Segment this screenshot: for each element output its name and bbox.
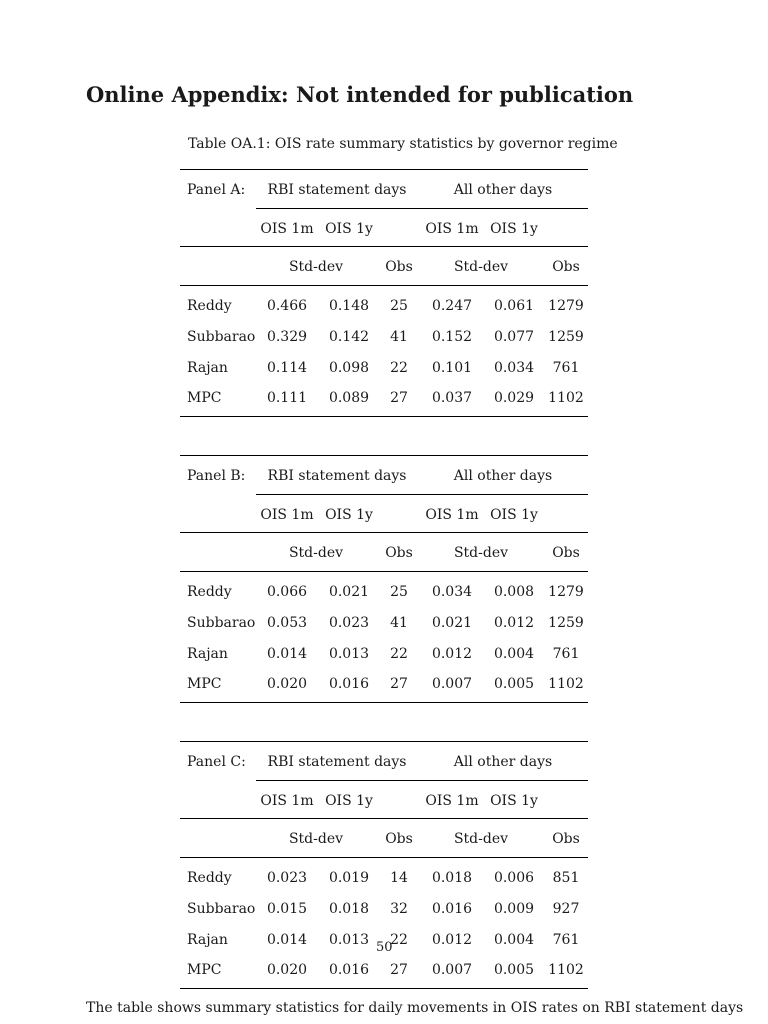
col-header-stddev: Std-dev	[453, 259, 509, 275]
table-cell: 0.014	[266, 646, 308, 662]
col-header-stddev: Std-dev	[288, 259, 344, 275]
table-rule	[180, 455, 588, 456]
table-cell: 0.114	[266, 360, 308, 376]
table-rule	[180, 818, 588, 819]
table-cell: 0.152	[431, 329, 473, 345]
col-header-ois1y: OIS 1y	[490, 507, 538, 523]
row-label: Subbarao	[187, 329, 256, 345]
table-rule	[180, 988, 588, 989]
group-header-statement-days: RBI statement days	[267, 468, 407, 484]
table-cell: 27	[390, 676, 408, 692]
table-cell: 0.066	[266, 584, 308, 600]
table-cell: 0.013	[328, 932, 370, 948]
col-header-ois1y: OIS 1y	[325, 221, 373, 237]
table-cell: 0.247	[431, 298, 473, 314]
table-rule	[180, 702, 588, 703]
page-number: 50	[376, 940, 393, 955]
table-cell: 0.012	[431, 932, 473, 948]
col-header-ois1y: OIS 1y	[490, 221, 538, 237]
table-cell: 0.018	[328, 901, 370, 917]
table-cell: 0.142	[328, 329, 370, 345]
table-cell: 0.023	[328, 615, 370, 631]
table-cell: 0.019	[328, 870, 370, 886]
table-cell: 761	[552, 646, 580, 662]
table-cell: 0.034	[431, 584, 473, 600]
table-cell: 1102	[548, 676, 584, 692]
col-header-ois1m: OIS 1m	[425, 507, 479, 523]
table-cell: 851	[552, 870, 580, 886]
table-cell: 0.012	[493, 615, 535, 631]
table-cell: 41	[390, 329, 408, 345]
col-header-stddev: Std-dev	[453, 831, 509, 847]
group-header-statement-days: RBI statement days	[267, 182, 407, 198]
table-cell: 27	[390, 390, 408, 406]
table-rule	[256, 208, 588, 209]
table-cell: 25	[390, 298, 408, 314]
col-header-ois1y: OIS 1y	[490, 793, 538, 809]
table-cell: 0.020	[266, 962, 308, 978]
table-cell: 0.006	[493, 870, 535, 886]
table-cell: 41	[390, 615, 408, 631]
appendix-heading: Online Appendix: Not intended for publication	[86, 82, 634, 107]
table-cell: 0.021	[431, 615, 473, 631]
table-cell: 22	[390, 932, 408, 948]
table-rule	[180, 571, 588, 572]
table-cell: 0.016	[431, 901, 473, 917]
col-header-ois1m: OIS 1m	[260, 221, 314, 237]
table-cell: 0.061	[493, 298, 535, 314]
table-cell: 0.016	[328, 962, 370, 978]
row-label: Reddy	[187, 584, 232, 600]
table-cell: 0.148	[328, 298, 370, 314]
panel-label: Panel A:	[187, 182, 246, 198]
col-header-obs: Obs	[552, 259, 580, 275]
col-header-stddev: Std-dev	[288, 545, 344, 561]
table-cell: 0.023	[266, 870, 308, 886]
table-rule	[180, 246, 588, 247]
table-cell: 0.012	[431, 646, 473, 662]
table-rule	[180, 857, 588, 858]
table-cell: 0.466	[266, 298, 308, 314]
row-label: Subbarao	[187, 901, 256, 917]
table-cell: 1102	[548, 962, 584, 978]
group-header-other-days: All other days	[453, 182, 553, 198]
table-cell: 0.005	[493, 676, 535, 692]
row-label: Rajan	[187, 646, 228, 662]
table-cell: 0.014	[266, 932, 308, 948]
col-header-ois1m: OIS 1m	[425, 793, 479, 809]
table-footnote: The table shows summary statistics for daily movements in OIS rates on RBI statement days	[86, 1000, 744, 1016]
row-label: Subbarao	[187, 615, 256, 631]
table-cell: 0.329	[266, 329, 308, 345]
table-rule	[180, 532, 588, 533]
col-header-ois1y: OIS 1y	[325, 793, 373, 809]
table-cell: 27	[390, 962, 408, 978]
col-header-obs: Obs	[552, 831, 580, 847]
group-header-other-days: All other days	[453, 468, 553, 484]
table-cell: 0.021	[328, 584, 370, 600]
table-cell: 1259	[548, 615, 584, 631]
col-header-ois1y: OIS 1y	[325, 507, 373, 523]
table-cell: 0.077	[493, 329, 535, 345]
col-header-obs: Obs	[385, 259, 413, 275]
table-cell: 761	[552, 932, 580, 948]
table-rule	[256, 494, 588, 495]
col-header-obs: Obs	[385, 831, 413, 847]
table-cell: 0.005	[493, 962, 535, 978]
col-header-ois1m: OIS 1m	[260, 507, 314, 523]
table-cell: 0.008	[493, 584, 535, 600]
table-caption: Table OA.1: OIS rate summary statistics by governor regime	[188, 136, 618, 152]
table-cell: 22	[390, 646, 408, 662]
table-cell: 14	[390, 870, 408, 886]
table-cell: 0.004	[493, 646, 535, 662]
col-header-ois1m: OIS 1m	[425, 221, 479, 237]
group-header-statement-days: RBI statement days	[267, 754, 407, 770]
table-cell: 0.009	[493, 901, 535, 917]
col-header-ois1m: OIS 1m	[260, 793, 314, 809]
table-rule	[256, 780, 588, 781]
col-header-obs: Obs	[552, 545, 580, 561]
row-label: MPC	[187, 676, 222, 692]
panel-label: Panel C:	[187, 754, 246, 770]
panel-label: Panel B:	[187, 468, 246, 484]
table-cell: 0.007	[431, 676, 473, 692]
group-header-other-days: All other days	[453, 754, 553, 770]
table-rule	[180, 741, 588, 742]
table-cell: 0.053	[266, 615, 308, 631]
table-rule	[180, 285, 588, 286]
table-cell: 927	[552, 901, 580, 917]
col-header-obs: Obs	[385, 545, 413, 561]
table-cell: 0.029	[493, 390, 535, 406]
row-label: Rajan	[187, 360, 228, 376]
row-label: Reddy	[187, 298, 232, 314]
table-cell: 22	[390, 360, 408, 376]
table-cell: 0.034	[493, 360, 535, 376]
col-header-stddev: Std-dev	[288, 831, 344, 847]
table-cell: 0.015	[266, 901, 308, 917]
row-label: Rajan	[187, 932, 228, 948]
table-cell: 1259	[548, 329, 584, 345]
table-rule	[180, 169, 588, 170]
table-cell: 0.111	[266, 390, 308, 406]
table-cell: 0.007	[431, 962, 473, 978]
table-cell: 0.101	[431, 360, 473, 376]
table-cell: 0.098	[328, 360, 370, 376]
table-cell: 1102	[548, 390, 584, 406]
table-cell: 761	[552, 360, 580, 376]
table-cell: 1279	[548, 584, 584, 600]
row-label: Reddy	[187, 870, 232, 886]
table-cell: 0.037	[431, 390, 473, 406]
table-cell: 32	[390, 901, 408, 917]
table-cell: 0.013	[328, 646, 370, 662]
row-label: MPC	[187, 390, 222, 406]
col-header-stddev: Std-dev	[453, 545, 509, 561]
table-cell: 25	[390, 584, 408, 600]
table-cell: 0.004	[493, 932, 535, 948]
table-cell: 0.018	[431, 870, 473, 886]
table-cell: 1279	[548, 298, 584, 314]
table-cell: 0.020	[266, 676, 308, 692]
table-cell: 0.089	[328, 390, 370, 406]
row-label: MPC	[187, 962, 222, 978]
table-cell: 0.016	[328, 676, 370, 692]
table-rule	[180, 416, 588, 417]
